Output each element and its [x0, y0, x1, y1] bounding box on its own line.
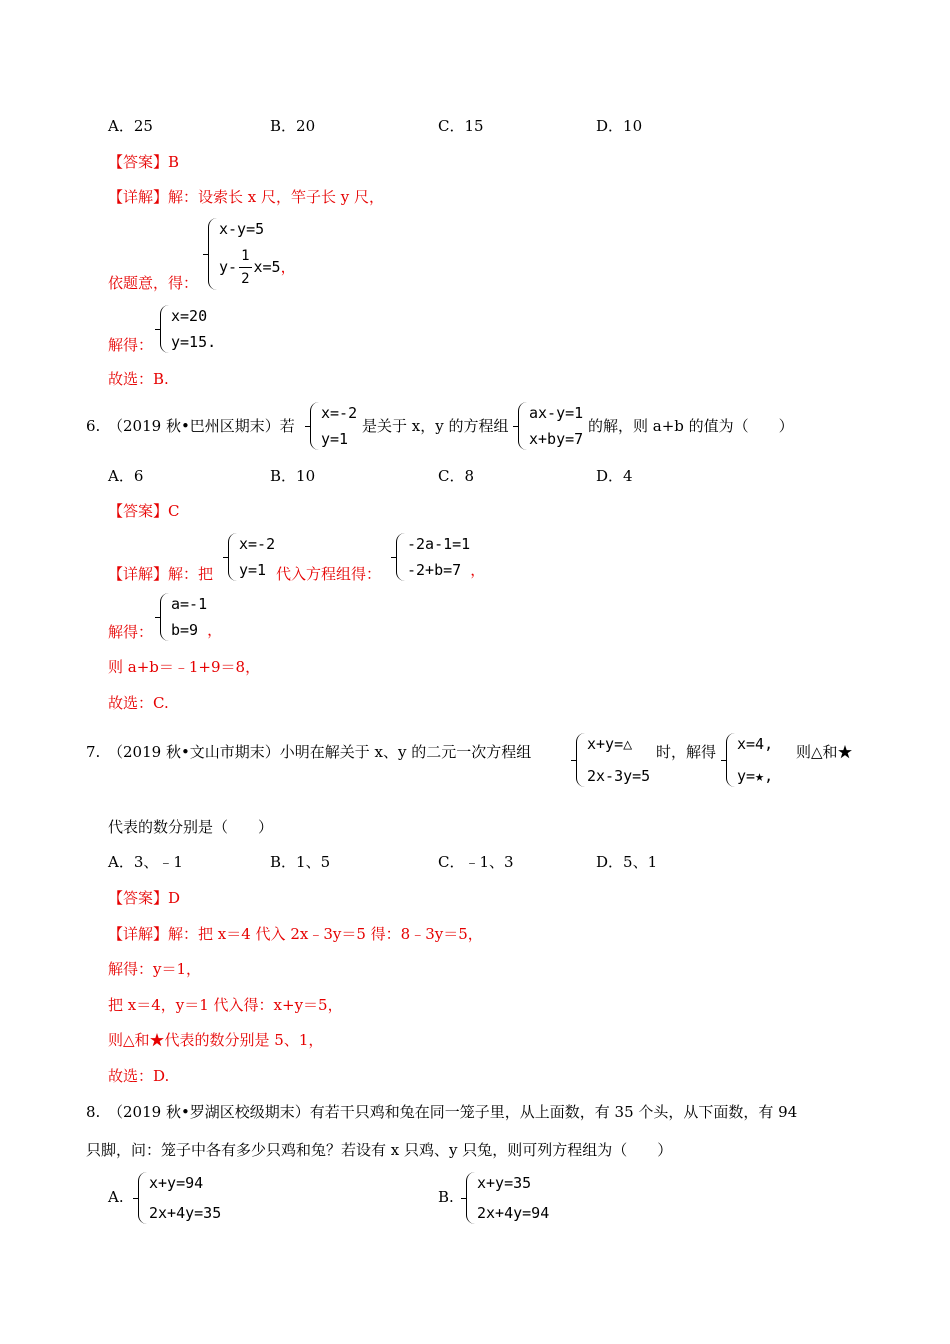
q7-answer: 【答案】D	[108, 889, 181, 907]
q6-result-system: a=-1 b=9 ，	[160, 593, 222, 641]
q6-equation-system: ax-y=1 x+by=7	[518, 402, 583, 450]
q7-option-b: B．1、5	[270, 853, 331, 871]
q7-choose: 故选：D.	[108, 1067, 170, 1085]
q6-then: 则 a+b＝﹣1+9＝8，	[108, 658, 261, 676]
q5-detail: 【详解】解：设索长 x 尺，竿子长 y 尺，	[108, 188, 385, 206]
q6-choose: 故选：C.	[108, 694, 169, 712]
q7-detail: 【详解】解：把 x＝4 代入 2x﹣3y＝5 得：8﹣3y＝5，	[108, 925, 483, 943]
q6-text2: 是关于 x，y 的方程组	[362, 417, 509, 435]
q6-option-a: A．6	[108, 467, 144, 485]
q5-equation-system	[208, 218, 296, 290]
q7-number: 7.	[86, 743, 101, 761]
q5-solution-system: x=20 y=15.	[160, 305, 216, 353]
q6-detail-mid: 代入方程组得：	[276, 565, 382, 583]
q6-substitute-system: x=-2 y=1	[228, 533, 275, 581]
q8-option-a-system: x+y=94 2x+4y=35	[138, 1172, 221, 1224]
q8-option-b-system: x+y=35 2x+4y=94	[466, 1172, 549, 1224]
q6-derived-system: -2a-1=1 -2+b=7 ，	[396, 533, 485, 581]
q7-option-d: D．5、1	[596, 853, 658, 871]
equation: x-y=5	[219, 220, 265, 238]
q7-line2: 解得：y＝1，	[108, 960, 202, 978]
q6-solve-label: 解得：	[108, 623, 154, 641]
q6-text3: 的解，则 a+b 的值为（ ）	[588, 417, 794, 435]
q5-solve-label: 解得：	[108, 336, 154, 354]
q6-source: （2019 秋•巴州区期末）若	[108, 417, 295, 435]
q8-number: 8.	[86, 1103, 101, 1121]
equation-with-fraction: y- $\frac{1}{2}$ x=5，	[219, 245, 296, 290]
q6-option-c: C．8	[438, 467, 475, 485]
q7-solution-system: x=4, y=★,	[726, 733, 773, 787]
q5-answer: 【答案】B	[108, 153, 180, 171]
q7-option-a: A．3、﹣1	[108, 853, 183, 871]
q8-option-b-label: B.	[438, 1188, 454, 1206]
q5-by-problem: 依题意，得：	[108, 274, 199, 292]
q6-solution-system: x=-2 y=1	[310, 402, 357, 450]
q6-option-d: D．4	[596, 467, 633, 485]
q5-choose: 故选：B.	[108, 370, 169, 388]
q7-equation-system: x+y=△ 2x-3y=5	[576, 733, 650, 787]
q6-answer: 【答案】C	[108, 502, 180, 520]
q7-source: （2019 秋•文山市期末）小明在解关于 x、y 的二元一次方程组	[108, 743, 532, 761]
q6-option-b: B．10	[270, 467, 316, 485]
q6-detail: 【详解】解：把	[108, 565, 214, 583]
q5-option-d: D．10	[596, 117, 643, 135]
q6-number: 6.	[86, 417, 101, 435]
q5-option-c: C．15	[438, 117, 484, 135]
q7-line4: 则△和★代表的数分别是 5、1，	[108, 1031, 324, 1049]
q7-option-c: C．﹣1、3	[438, 853, 514, 871]
q8-option-a-label: A.	[108, 1188, 124, 1206]
q7-line3: 把 x＝4，y＝1 代入得：x+y＝5，	[108, 996, 343, 1014]
q5-option-b: B．20	[270, 117, 316, 135]
q7-text2: 时，解得	[656, 743, 717, 761]
q7-text4: 代表的数分别是（ ）	[108, 818, 274, 836]
q5-option-a: A．25	[108, 117, 153, 135]
q8-line2: 只脚，问：笼子中各有多少只鸡和兔？若设有 x 只鸡、y 只兔，则可列方程组为（ ）	[86, 1141, 673, 1159]
q8-line1: （2019 秋•罗湖区校级期末）有若干只鸡和兔在同一笼子里，从上面数，有 35 个头，从下面数，有 94	[108, 1103, 798, 1121]
q7-text3: 则△和★	[796, 743, 853, 761]
